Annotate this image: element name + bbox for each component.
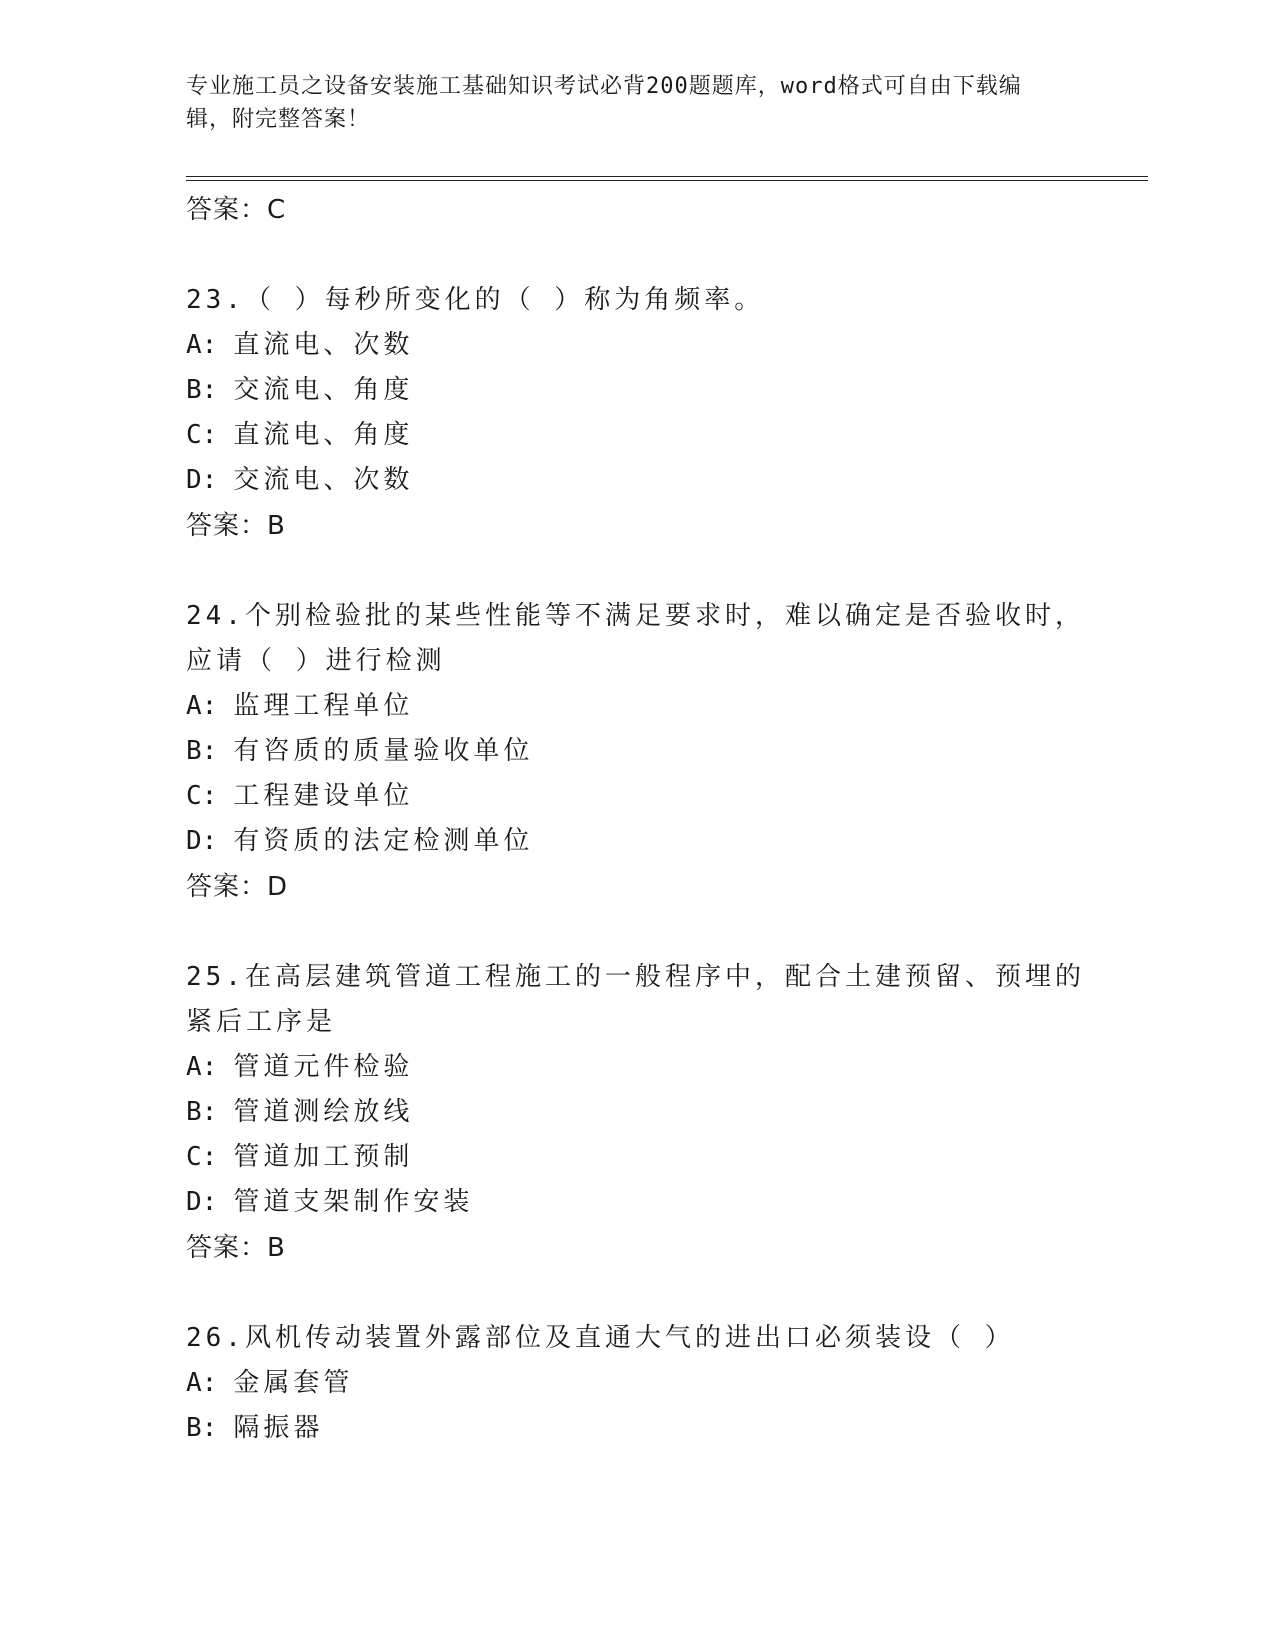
question-stem: 风机传动装置外露部位及直通大气的进出口必须装设（ ） [244,1323,1015,1353]
option-a [186,323,1086,368]
question-text [186,278,1086,323]
header-rule-bottom [186,180,1148,181]
option-c [186,413,1086,458]
option-letter: B: [186,1097,218,1127]
header-rule-top [186,176,1148,177]
question-text [186,1316,1086,1361]
option-text: 工程建设单位 [233,781,414,811]
option-letter: A: [186,1368,218,1398]
option-text: 管道支架制作安装 [233,1187,474,1217]
answer-line: 答案：B [186,1233,286,1263]
option-a [186,684,1086,729]
option-letter: B: [186,1413,218,1443]
option-text: 隔振器 [233,1413,324,1443]
option-letter: D: [186,465,218,495]
question-number: 26. [186,1323,245,1353]
question-24 [186,594,1086,910]
option-a [186,1361,1086,1406]
option-letter: A: [186,691,218,721]
option-letter: B: [186,736,218,766]
option-list [186,684,1086,864]
option-letter: C: [186,1142,218,1172]
question-list [186,187,1086,1451]
option-a [186,1045,1086,1090]
option-b [186,1090,1086,1135]
question-text [186,955,1086,1045]
option-text: 有资质的法定检测单位 [233,826,534,856]
option-letter: C: [186,781,218,811]
option-d [186,1180,1086,1225]
question-stem: （ ）每秒所变化的（ ）称为角频率。 [244,285,765,315]
question-26 [186,1316,1086,1451]
option-text: 交流电、角度 [233,375,414,405]
question-text [186,594,1086,684]
option-letter: A: [186,330,218,360]
option-text: 直流电、次数 [233,330,414,360]
answer-line: 答案：B [186,511,286,541]
option-letter: B: [186,375,218,405]
option-text: 管道元件检验 [233,1052,414,1082]
option-letter: D: [186,1187,218,1217]
option-letter: A: [186,1052,218,1082]
option-d [186,819,1086,864]
question-stem: 个别检验批的某些性能等不满足要求时，难以确定是否验收时，应请（ ）进行检测 [186,601,1085,676]
option-c [186,1135,1086,1180]
question-number: 23. [186,285,245,315]
option-b [186,729,1086,774]
option-text: 直流电、角度 [233,420,414,450]
option-text: 管道加工预制 [233,1142,414,1172]
option-text: 有咨质的质量验收单位 [233,736,534,766]
option-text: 金属套管 [233,1368,354,1398]
option-list [186,323,1086,503]
question-25 [186,955,1086,1271]
option-b [186,368,1086,413]
option-c [186,774,1086,819]
option-text: 交流电、次数 [233,465,414,495]
option-text: 监理工程单位 [233,691,414,721]
question-stem: 在高层建筑管道工程施工的一般程序中，配合土建预留、预埋的紧后工序是 [186,962,1085,1037]
option-letter: D: [186,826,218,856]
question-number: 24. [186,601,245,631]
option-text: 管道测绘放线 [233,1097,414,1127]
option-b [186,1406,1086,1451]
document-header: 专业施工员之设备安装施工基础知识考试必背200题题库，word格式可自由下载编辑，附完整答案！ [186,74,1022,132]
question-23 [186,278,1086,549]
option-letter: C: [186,420,218,450]
option-list [186,1361,1086,1451]
answer-line: 答案：C [186,195,287,225]
option-d [186,458,1086,503]
answer-line: 答案：D [186,872,289,902]
question-number: 25. [186,962,245,992]
option-list [186,1045,1086,1225]
